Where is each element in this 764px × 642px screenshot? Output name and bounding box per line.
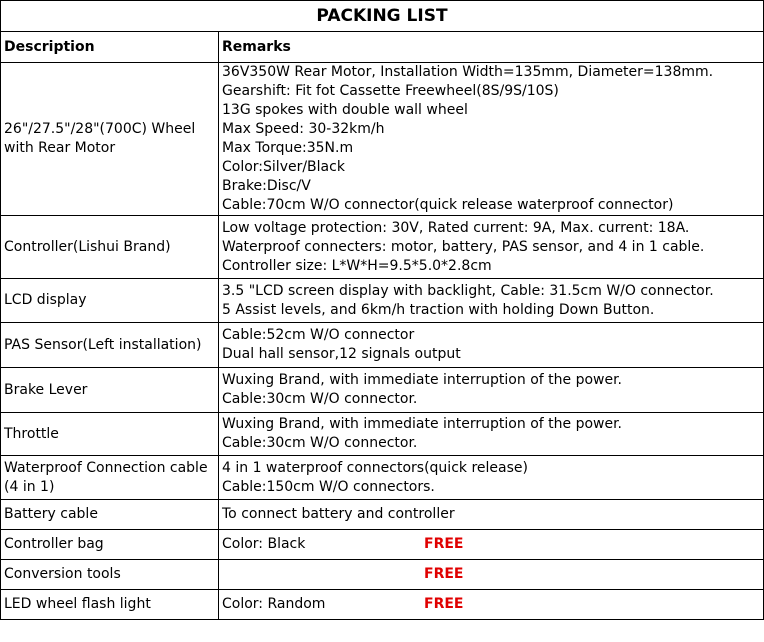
remarks-cell: [219, 63, 764, 216]
description-cell: [1, 560, 219, 590]
description-line: Conversion tools: [4, 566, 121, 582]
description-cell: [1, 500, 219, 530]
header-row: [1, 32, 764, 63]
remarks-line: Color: Random: [222, 596, 326, 612]
remarks-with-free: [222, 535, 763, 554]
description-line: with Rear Motor: [4, 140, 116, 156]
remarks-line: Waterproof connecters: motor, battery, PAS sensor, and 4 in 1 cable.: [222, 238, 705, 255]
remarks-cell: [219, 216, 764, 279]
table-row: [1, 323, 764, 368]
table-row: [1, 216, 764, 279]
description-cell: [1, 413, 219, 456]
remarks-line: 5 Assist levels, and 6km/h traction with holding Down Button.: [222, 301, 655, 318]
table-row: [1, 63, 764, 216]
remarks-line: To connect battery and controller: [222, 506, 455, 522]
remarks-cell: [219, 500, 764, 530]
remarks-line: Cable:70cm W/O connector(quick release waterproof connector): [222, 197, 674, 213]
remarks-line: 36V350W Rear Motor, Installation Width=135mm, Diameter=138mm.: [222, 64, 714, 80]
remarks-cell: [219, 279, 764, 323]
remarks-line: Cable:30cm W/O connector.: [222, 435, 418, 451]
free-label: FREE: [424, 566, 464, 582]
description-line: LCD display: [4, 292, 87, 308]
table-row: [1, 560, 764, 590]
remarks-line: 3.5 "LCD screen display with backlight, Cable: 31.5cm W/O connector.: [222, 282, 714, 299]
description-cell: [1, 590, 219, 620]
remarks-line: Gearshift: Fit fot Cassette Freewheel(8S/9S/10S): [222, 83, 559, 99]
description-cell: [1, 456, 219, 500]
description-cell: [1, 63, 219, 216]
description-line: Brake Lever: [4, 381, 88, 398]
description-line: Throttle: [4, 425, 59, 442]
remarks-line: Cable:150cm W/O connectors.: [222, 478, 435, 495]
description-header: Description: [1, 32, 219, 63]
table-row: [1, 279, 764, 323]
remarks-cell: [219, 323, 764, 368]
description-line: Battery cable: [4, 506, 98, 522]
remarks-cell: [219, 590, 764, 620]
description-line: Controller bag: [4, 536, 104, 552]
table-row: [1, 530, 764, 560]
remarks-line: Wuxing Brand, with immediate interruption of the power.: [222, 372, 623, 388]
description-cell: [1, 530, 219, 560]
description-line: Waterproof Connection cable: [4, 459, 208, 476]
description-line: (4 in 1): [4, 478, 55, 495]
description-cell: [1, 323, 219, 368]
page-title: PACKING LIST: [1, 1, 764, 32]
remarks-with-free: [222, 595, 763, 614]
description-cell: [1, 279, 219, 323]
description-line: LED wheel flash light: [4, 596, 151, 612]
remarks-header: Remarks: [219, 32, 764, 63]
remarks-line: Max Torque:35N.m: [222, 140, 354, 156]
remarks-line: Low voltage protection: 30V, Rated current: 9A, Max. current: 18A.: [222, 219, 690, 236]
table-row: [1, 590, 764, 620]
remarks-cell: [219, 456, 764, 500]
table-row: [1, 456, 764, 500]
remarks-line: Controller size: L*W*H=9.5*5.0*2.8cm: [222, 257, 492, 274]
remarks-line: Color: Black: [222, 536, 306, 552]
remarks-line: Dual hall sensor,12 signals output: [222, 346, 461, 362]
remarks-cell: [219, 530, 764, 560]
remarks-line: Brake:Disc/V: [222, 178, 311, 194]
remarks-line: Max Speed: 30-32km/h: [222, 121, 385, 137]
table-row: [1, 368, 764, 413]
remarks-cell: [219, 560, 764, 590]
remarks-line: 4 in 1 waterproof connectors(quick release): [222, 459, 528, 476]
remarks-line: 13G spokes with double wall wheel: [222, 102, 468, 118]
free-label: FREE: [424, 596, 464, 612]
description-cell: [1, 368, 219, 413]
remarks-cell: [219, 368, 764, 413]
description-cell: [1, 216, 219, 279]
remarks-with-free: [222, 565, 763, 584]
remarks-line: Cable:30cm W/O connector.: [222, 391, 418, 407]
table-row: [1, 500, 764, 530]
table-row: [1, 413, 764, 456]
remarks-line: Wuxing Brand, with immediate interruption of the power.: [222, 416, 623, 432]
remarks-cell: [219, 413, 764, 456]
description-line: Controller(Lishui Brand): [4, 238, 171, 255]
title-row: [1, 1, 764, 32]
free-label: FREE: [424, 536, 464, 552]
description-line: 26"/27.5"/28"(700C) Wheel: [4, 121, 196, 137]
remarks-line: Cable:52cm W/O connector: [222, 327, 415, 343]
description-line: PAS Sensor(Left installation): [4, 336, 202, 353]
remarks-line: Color:Silver/Black: [222, 159, 345, 175]
